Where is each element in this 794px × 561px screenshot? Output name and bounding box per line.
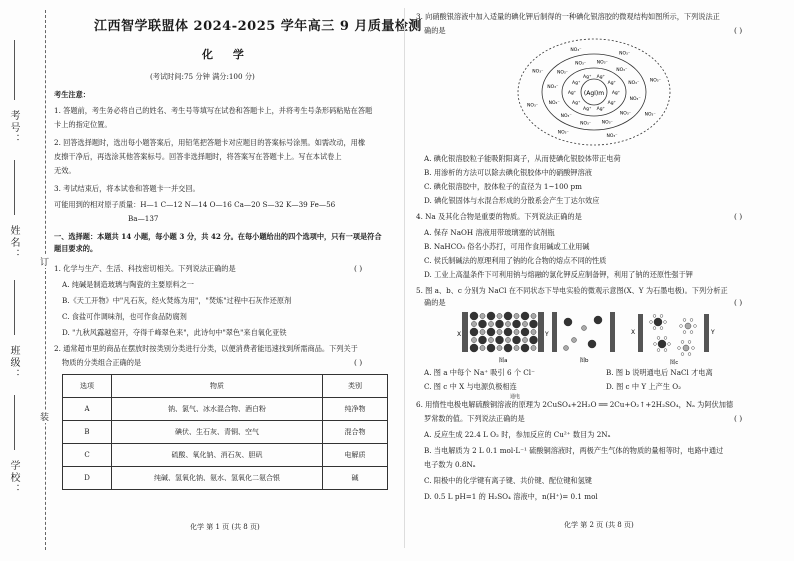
water-molecule <box>683 319 686 322</box>
q6-stem-cont: 罗常数的值。下列说法正确的是 <box>424 414 525 423</box>
school-label: 学校： <box>8 460 19 496</box>
page-footer: 化学 第 2 页 (共 8 页) <box>564 521 634 529</box>
chloride-ion <box>521 344 529 352</box>
q5-figure-a <box>456 308 552 366</box>
q5-answer-paren: ( ) <box>734 298 743 307</box>
q5-figure-b <box>544 308 624 366</box>
nitrate-ion-label: NO₃⁻ <box>629 97 641 103</box>
electrode-x <box>638 314 643 352</box>
chloride-ion <box>487 328 495 336</box>
table-row <box>63 467 388 490</box>
q5-figure-c <box>626 304 722 368</box>
section-intro-cont: 题目要求的。 <box>54 244 98 253</box>
binding-margin <box>0 0 48 561</box>
sodium-ion <box>582 326 587 331</box>
note-line: 3. 考试结束后，将本试卷和答题卡一并交回。 <box>54 184 200 193</box>
table-cell: 电解质 <box>323 444 388 467</box>
name-line <box>14 160 15 215</box>
nitrate-ion-label: NO₃⁻ <box>580 121 592 127</box>
table-row <box>63 398 388 421</box>
water-molecule <box>657 349 660 352</box>
nitrate-ion-label: NO₃⁻ <box>601 120 613 126</box>
hydrated-sodium-ion <box>685 323 691 329</box>
hydrated-sodium-ion <box>683 345 689 351</box>
sodium-ion <box>505 321 510 326</box>
nitrate-ion-label: NO₃⁻ <box>619 111 632 117</box>
ag-ion-label: Ag⁺ <box>572 100 581 106</box>
nitrate-ion-label: NO₃⁻ <box>616 67 628 73</box>
q5-caption-b: 图b <box>579 358 589 364</box>
water-molecule <box>680 325 683 328</box>
sodium-ion <box>471 337 476 342</box>
q3-stem-cont: 确的是 <box>424 26 446 35</box>
chloride-ion <box>479 336 487 344</box>
chloride-ion <box>513 320 521 328</box>
ag-ion-label: Ag⁺ <box>583 74 592 80</box>
q5-option-a: A. 图 a 中每个 Na⁺ 吸引 6 个 Cl⁻ <box>424 368 535 377</box>
q2-stem-cont: 物质的分类组合正确的是 <box>62 358 142 367</box>
q6-option-c: C. 阳极中的化学键有离子键、共价键、配位键和氢键 <box>424 476 592 485</box>
water-molecule <box>664 337 667 340</box>
water-molecule <box>688 353 691 356</box>
table-cell: B <box>63 421 112 444</box>
q6-answer-paren: ( ) <box>734 414 743 423</box>
q1-option-d: D. "九秋风露越窑开，夺得千峰翠色来"，此诗句中"翠色"来自氧化亚铁 <box>62 328 287 337</box>
svg-text:X: X <box>457 331 462 338</box>
sodium-ion <box>505 337 510 342</box>
q3-option-d: D. 碘化银固体与水混合形成的分散系会产生丁达尔效应 <box>424 196 600 205</box>
hydrated-chloride-ion <box>654 318 662 326</box>
note-line: 卡上的指定位置。 <box>54 120 112 129</box>
sodium-ion <box>572 338 577 343</box>
nitrate-ion-label: NO₃⁻ <box>527 103 539 109</box>
water-molecule <box>694 325 697 328</box>
nitrate-ion-label: NO₃⁻ <box>560 114 572 120</box>
water-molecule <box>690 331 693 334</box>
q2-table <box>62 374 388 490</box>
q5-stem: 5. 图 a、b、c 分别为 NaCl 在不同状态下导电实验的微观示意图(X、Y 为石墨电极)。下列分析正 <box>416 286 728 295</box>
nitrate-ion-label: NO₃⁻ <box>644 112 656 118</box>
nitrate-ion-label: NO₃⁻ <box>532 69 544 75</box>
nitrate-ion-label: NO₃⁻ <box>556 70 569 76</box>
sodium-ion <box>531 329 536 334</box>
water-molecule <box>660 315 663 318</box>
electrode-x <box>462 312 468 352</box>
water-molecule <box>653 327 656 330</box>
chloride-ion <box>504 312 512 320</box>
ag-ion-label: Ag⁺ <box>583 107 592 113</box>
table-header: 选项 <box>63 375 112 398</box>
ag-ion-label: Ag⁺ <box>607 81 616 87</box>
exam-no-line <box>14 40 15 100</box>
sodium-ion <box>480 329 485 334</box>
q1-stem: 1. 化学与生产、生活、科技密切相关。下列说法正确的是 <box>54 264 236 273</box>
chloride-ion <box>487 344 495 352</box>
electrode-y <box>704 314 709 352</box>
note-line: 无效。 <box>54 166 76 175</box>
q6-stem: 6. 用惰性电极电解硫酸铜溶液的原理为 2CuSO₄+2H₂O ══ 2Cu+O₂↑+2H₂SO₄，Nₐ 为阿伏加德 <box>416 400 734 409</box>
table-header: 类别 <box>323 375 388 398</box>
table-cell: 混合物 <box>323 421 388 444</box>
water-molecule <box>654 343 657 346</box>
cut-mark-bottom: 装 <box>40 410 49 423</box>
water-molecule <box>664 321 667 324</box>
q1-option-a: A. 纯碱是制造玻璃与陶瓷的主要原料之一 <box>62 280 194 289</box>
sodium-ion <box>522 337 527 342</box>
nitrate-ion-label: NO₃⁻ <box>547 84 559 90</box>
class-label: 班级： <box>8 345 19 381</box>
sodium-ion <box>497 345 502 350</box>
note-line: 皮擦干净后，再选涂其他答案标号。回答非选择题时，将答案写在答题卡上。写在本试卷上 <box>54 152 342 161</box>
water-molecule <box>681 353 684 356</box>
table-cell: 硫酸、氧化钠、消石灰、胆矾 <box>112 444 323 467</box>
colloid-diagram <box>514 36 674 148</box>
atomic-masses: 可能用到的相对原子质量：H—1 C—12 N—14 O—16 Ca—20 S—32 K—39 Fe—56 <box>54 200 336 209</box>
sodium-ion <box>522 321 527 326</box>
exam-info: (考试时间:75 分钟 满分:100 分) <box>150 72 255 81</box>
ag-ion-label: Ag⁺ <box>607 100 616 106</box>
sodium-ion <box>488 321 493 326</box>
table-cell: 碱 <box>323 467 388 490</box>
ag-ion-label: Ag⁺ <box>611 91 621 96</box>
table-cell: 碘伏、生石灰、青铜、空气 <box>112 421 323 444</box>
chloride-ion <box>487 312 495 320</box>
colloid-core-label: (AgI)m <box>583 90 605 97</box>
table-cell: 纯净物 <box>323 398 388 421</box>
q4-stem: 4. Na 及其化合物是重要的物质。下列说法正确的是 <box>416 212 582 221</box>
q1-option-c: C. 食盐可作调味剂，也可作食品防腐剂 <box>62 312 187 321</box>
nitrate-ion-label: NO₃⁻ <box>628 81 640 87</box>
water-molecule <box>653 315 656 318</box>
chloride-ion <box>496 320 504 328</box>
q3-option-c: C. 碘化银溶胶中，胶体粒子的直径为 1~100 pm <box>424 182 582 191</box>
electrode-x <box>552 312 557 352</box>
table-row <box>63 444 388 467</box>
chloride-ion <box>588 340 596 348</box>
sodium-ion <box>514 329 519 334</box>
chloride-ion <box>470 328 478 336</box>
sodium-ion <box>471 321 476 326</box>
ag-ion-label: Ag⁺ <box>596 107 605 113</box>
sodium-ion <box>514 345 519 350</box>
water-molecule <box>678 347 681 350</box>
cut-mark-top: 订 <box>40 255 49 268</box>
svg-text:Y: Y <box>711 329 715 336</box>
column-divider <box>404 8 405 548</box>
q5-option-b: B. 图 b 说明通电后 NaCl 才电离 <box>606 368 713 377</box>
electrode-y <box>610 312 615 352</box>
note-line: 1. 答题前，考生务必将自己的姓名、考生号等填写在试卷和答题卡上，并将考生号条形码粘贴在答题 <box>54 106 373 115</box>
q4-option-d: D. 工业上高温条件下可利用钠与熔融的氯化钾反应制备钾，利用了钠的还原性强于钾 <box>424 270 693 279</box>
q6-electrolysis-condition: 通电 <box>510 394 521 400</box>
chloride-ion <box>470 312 478 320</box>
chloride-ion <box>564 318 572 326</box>
nitrate-ion-label: NO₃⁻ <box>575 61 587 67</box>
chloride-ion <box>504 344 512 352</box>
page-footer: 化学 第 1 页 (共 8 页) <box>190 523 260 531</box>
ag-ion-label: Ag⁺ <box>572 81 581 87</box>
table-cell: C <box>63 444 112 467</box>
q3-option-a: A. 碘化银溶胶粒子能吸附阳离子，从而使碘化银胶体带正电荷 <box>424 154 621 163</box>
chloride-ion <box>496 336 504 344</box>
nitrate-ion-label: NO₃⁻ <box>548 100 560 106</box>
water-molecule <box>664 349 667 352</box>
cut-line <box>45 10 46 550</box>
nitrate-ion-label: NO₃⁻ <box>606 134 618 140</box>
q4-answer-paren: ( ) <box>734 212 743 221</box>
water-molecule <box>688 341 691 344</box>
chloride-ion <box>594 316 602 324</box>
water-molecule <box>683 331 686 334</box>
water-molecule <box>668 343 671 346</box>
q4-option-c: C. 侯氏制碱法的原理利用了钠的化合物的熔点不同的性质 <box>424 256 607 265</box>
svg-text:Y: Y <box>545 331 549 338</box>
q5-caption-c: 图c <box>669 360 679 366</box>
table-header: 物质 <box>112 375 323 398</box>
q1-answer-paren: ( ) <box>354 264 363 273</box>
notes-heading: 考生注意： <box>54 90 90 99</box>
class-line <box>14 280 15 335</box>
table-row <box>63 421 388 444</box>
water-molecule <box>660 327 663 330</box>
sodium-ion <box>497 313 502 318</box>
q3-answer-paren: ( ) <box>734 26 743 35</box>
nitrate-ion-label: NO₃⁻ <box>619 51 631 57</box>
q2-answer-paren: ( ) <box>354 358 363 367</box>
q6-option-b: B. 当电解质为 2 L 0.1 mol·L⁻¹ 硫酸铜溶液时，两极产生气体的物质的量相等时，电路中通过 <box>424 446 724 455</box>
nitrate-ion-label: NO₃⁻ <box>649 78 661 84</box>
table-cell: 钠、氯气、冰水混合物、酒白粉 <box>112 398 323 421</box>
chloride-ion <box>470 344 478 352</box>
note-line: 2. 回答选择题时，选出每小题答案后，用铅笔把答题卡对应题目的答案标号涂黑。如需改动，用橡 <box>54 138 366 147</box>
q3-option-b: B. 用渗析的方法可以除去碘化银胶体中的硝酸钾溶液 <box>424 168 592 177</box>
water-molecule <box>690 319 693 322</box>
table-cell: A <box>63 398 112 421</box>
hydrated-chloride-ion <box>658 340 666 348</box>
sodium-ion <box>488 337 493 342</box>
chloride-ion <box>479 320 487 328</box>
chloride-ion <box>513 336 521 344</box>
q6-option-b-cont: 电子数为 0.8Nₐ <box>424 460 476 469</box>
water-molecule <box>692 347 695 350</box>
nitrate-ion-label: NO₃⁻ <box>557 130 569 136</box>
atomic-masses-cont: Ba—137 <box>128 214 159 223</box>
water-molecule <box>650 321 653 324</box>
q6-option-d: D. 0.5 L pH=1 的 H₂SO₄ 溶液中，n(H⁺)= 0.1 mol <box>424 492 598 501</box>
q5-option-c: C. 图 c 中 X 与电源负极相连 <box>424 382 517 391</box>
chloride-ion <box>530 336 538 344</box>
sodium-ion <box>497 329 502 334</box>
section-intro: 一、选择题：本题共 14 小题，每小题 3 分，共 42 分。在每小题给出的四个选项中，只有一项是符合 <box>54 232 382 241</box>
water-molecule <box>681 341 684 344</box>
water-molecule <box>657 337 660 340</box>
q4-option-b: B. NaHCO₃ 俗名小苏打，可用作食用碱或工业用碱 <box>424 242 590 251</box>
table-cell: 纯碱、氢氧化钠、氨水、氢氧化二氨合银 <box>112 467 323 490</box>
svg-text:X: X <box>631 329 636 336</box>
exam-title: 江西智学联盟体 2024-2025 学年高三 9 月质量检测 <box>94 19 422 34</box>
q4-option-a: A. 保存 NaOH 溶液用带玻璃塞的试剂瓶 <box>424 228 555 237</box>
table-cell: D <box>63 467 112 490</box>
school-line <box>14 395 15 450</box>
q5-stem-cont: 确的是 <box>424 298 446 307</box>
nitrate-ion-label: NO₃⁻ <box>596 60 608 66</box>
ag-ion-label: Ag⁺ <box>567 91 577 96</box>
q2-stem: 2. 通常超市里的商品在摆放时按类别分类进行分类，以便消费者能迅速找到所需商品。下列关于 <box>54 344 358 353</box>
q5-option-d: D. 图 c 中 Y 上产生 O₂ <box>606 382 681 391</box>
q5-caption-a: 图a <box>498 358 508 364</box>
name-label: 姓名： <box>8 225 19 261</box>
q1-option-b: B.《天工开物》中"凡石灰，经火焚炼为用"，"焚炼"过程中石灰作还原剂 <box>62 296 292 305</box>
chloride-ion <box>530 320 538 328</box>
sodium-ion <box>531 313 536 318</box>
sodium-ion <box>514 313 519 318</box>
sodium-ion <box>531 345 536 350</box>
sodium-ion <box>480 345 485 350</box>
chloride-ion <box>504 328 512 336</box>
sodium-ion <box>564 346 569 351</box>
nitrate-ion-label: NO₃⁻ <box>570 47 582 53</box>
exam-no-label: 考号： <box>8 110 19 146</box>
subject-title: 化 学 <box>202 48 252 61</box>
q3-stem: 3. 向硝酸银溶液中加入适量的碘化钾后制得的一种碘化银溶胶的微观结构如图所示，下列说法正 <box>416 12 720 21</box>
ag-ion-label: Ag⁺ <box>596 74 605 80</box>
chloride-ion <box>521 328 529 336</box>
sodium-ion <box>480 313 485 318</box>
q6-option-a: A. 反应生成 22.4 L O₂ 时，参加反应的 Cu²⁺ 数目为 2Nₐ <box>424 430 611 439</box>
chloride-ion <box>521 312 529 320</box>
